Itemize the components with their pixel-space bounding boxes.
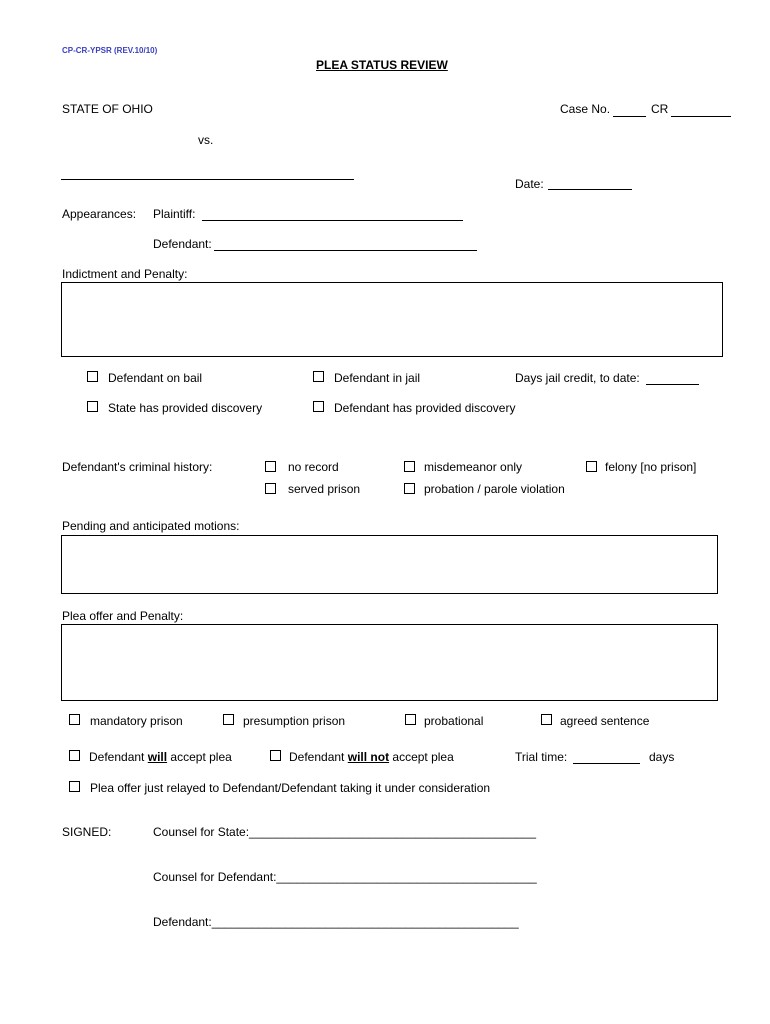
criminal-history-label: Defendant's criminal history: [62,460,213,474]
appearances-label: Appearances: [62,207,137,221]
presumption-prison-label: presumption prison [243,714,346,728]
will-accept-label: Defendant will accept plea [89,750,232,764]
defense-counsel-signature-line[interactable]: Counsel for Defendant:_______________________________________ [153,870,537,884]
cr-number-field[interactable] [671,116,731,117]
plea-relayed-label: Plea offer just relayed to Defendant/Defendant taking it under consideration [90,781,491,795]
will-not-accept-label: Defendant will not accept plea [289,750,454,764]
plea-relayed-checkbox[interactable] [69,781,80,792]
on-bail-checkbox[interactable] [87,371,98,382]
defendant-field[interactable] [214,250,477,251]
state-counsel-signature-line[interactable]: Counsel for State:___________________________________________ [153,825,537,839]
signed-label: SIGNED: [62,825,112,839]
page-title: PLEA STATUS REVIEW [316,58,448,72]
probational-label: probational [424,714,484,728]
indictment-label: Indictment and Penalty: [62,267,188,281]
mandatory-prison-label: mandatory prison [90,714,183,728]
felony-checkbox[interactable] [586,461,597,472]
plea-offer-label: Plea offer and Penalty: [62,609,184,623]
misdemeanor-label: misdemeanor only [424,460,523,474]
case-no-label: Case No. [560,102,611,116]
defendant-discovery-checkbox[interactable] [313,401,324,412]
motions-textarea[interactable] [61,535,718,594]
defendant-name-field[interactable] [61,179,354,180]
vs-label: vs. [198,133,214,147]
will-not-accept-checkbox[interactable] [270,750,281,761]
state-label: STATE OF OHIO [62,102,153,116]
no-record-label: no record [288,460,339,474]
trial-time-field[interactable] [573,763,640,764]
agreed-sentence-checkbox[interactable] [541,714,552,725]
mandatory-prison-checkbox[interactable] [69,714,80,725]
jail-credit-field[interactable] [646,384,699,385]
plea-offer-textarea[interactable] [61,624,718,701]
form-code: CP-CR-YPSR (REV.10/10) [62,46,158,55]
in-jail-checkbox[interactable] [313,371,324,382]
agreed-sentence-label: agreed sentence [560,714,650,728]
defendant-signature-line[interactable]: Defendant:______________________________________________ [153,915,519,929]
served-prison-checkbox[interactable] [265,483,276,494]
defendant-label: Defendant: [153,237,212,251]
defendant-discovery-label: Defendant has provided discovery [334,401,516,415]
trial-time-label: Trial time: [515,750,568,764]
indictment-textarea[interactable] [61,282,723,357]
plaintiff-field[interactable] [202,220,463,221]
will-accept-checkbox[interactable] [69,750,80,761]
days-label: days [649,750,675,764]
state-discovery-label: State has provided discovery [108,401,263,415]
state-discovery-checkbox[interactable] [87,401,98,412]
presumption-prison-checkbox[interactable] [223,714,234,725]
felony-label: felony [no prison] [605,460,697,474]
date-label: Date: [515,177,544,191]
cr-label: CR [651,102,669,116]
case-no-field[interactable] [613,116,646,117]
probation-violation-checkbox[interactable] [404,483,415,494]
jail-credit-label: Days jail credit, to date: [515,371,640,385]
plaintiff-label: Plaintiff: [153,207,196,221]
on-bail-label: Defendant on bail [108,371,203,385]
in-jail-label: Defendant in jail [334,371,421,385]
probation-violation-label: probation / parole violation [424,482,565,496]
probational-checkbox[interactable] [405,714,416,725]
motions-label: Pending and anticipated motions: [62,519,240,533]
served-prison-label: served prison [288,482,361,496]
date-field[interactable] [548,189,632,190]
misdemeanor-checkbox[interactable] [404,461,415,472]
no-record-checkbox[interactable] [265,461,276,472]
